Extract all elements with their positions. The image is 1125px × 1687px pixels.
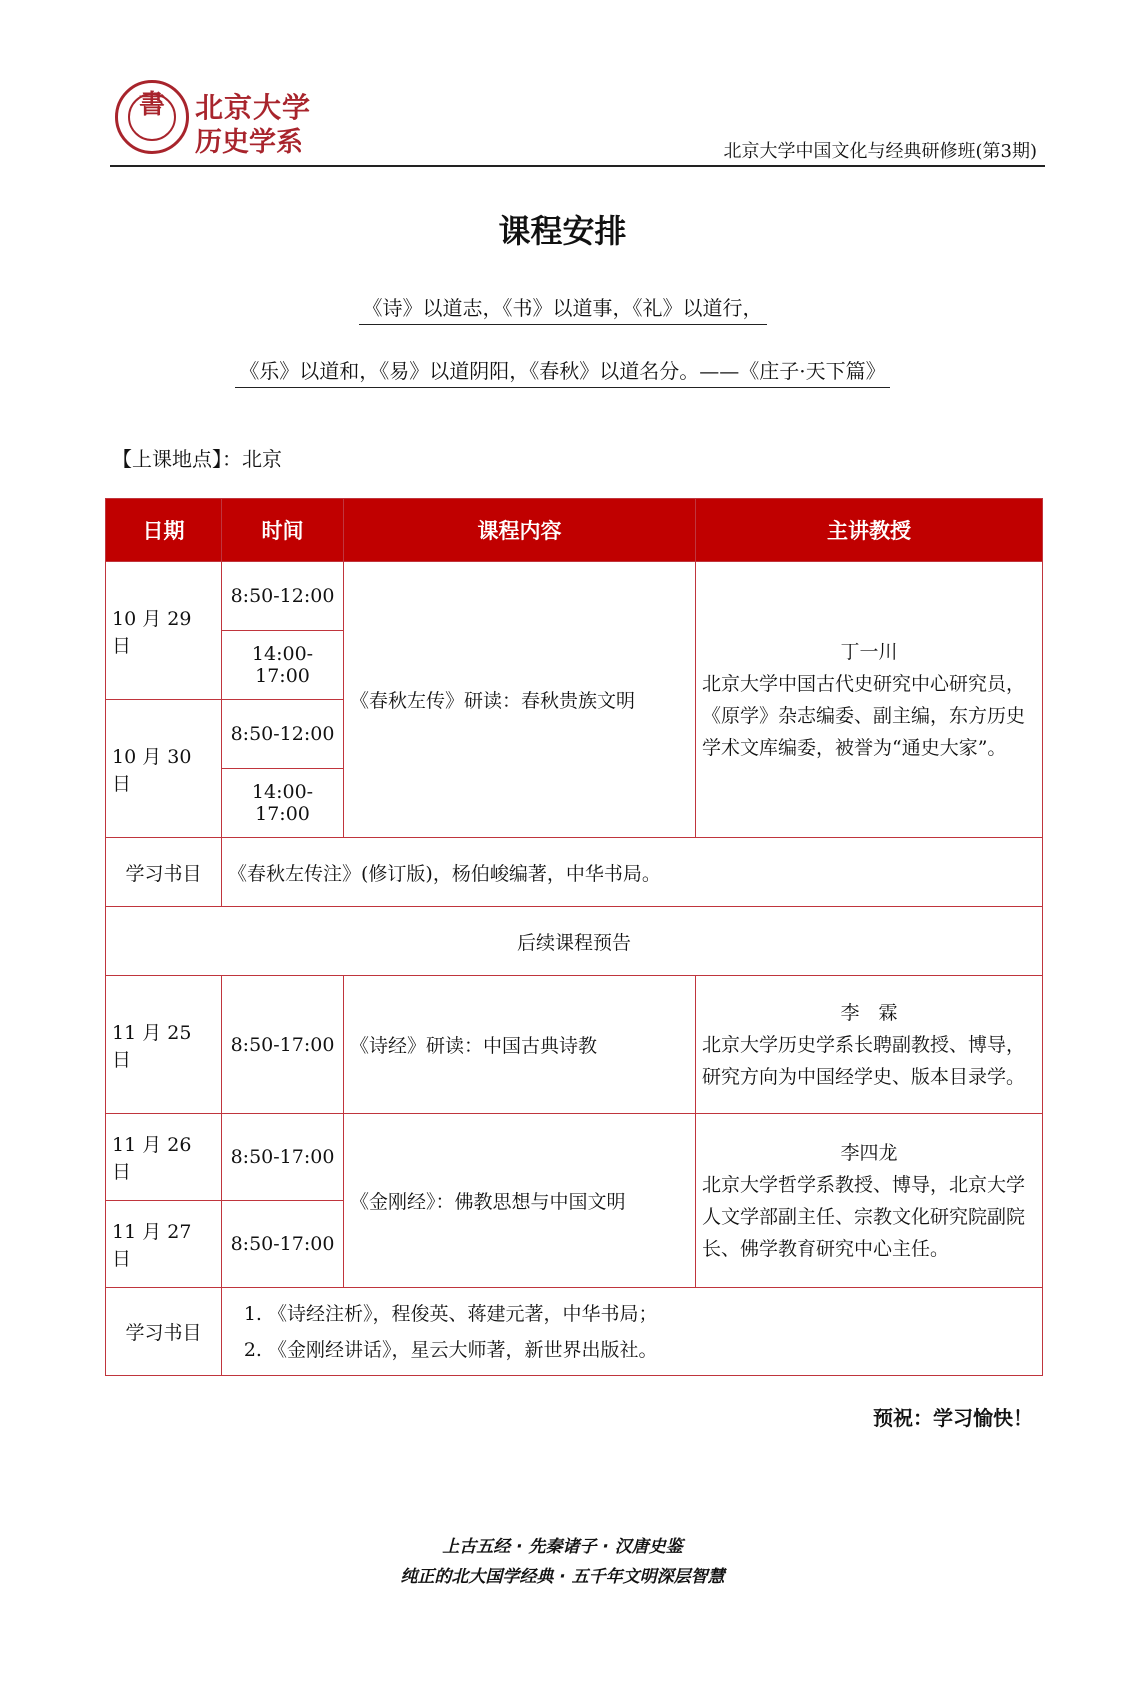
professor-cell [696,1114,1043,1288]
professor-bio: 北京大学中国古代史研究中心研究员，《原学》杂志编委、副主编，东方历史学术文库编委，被誉为“通史大家”。 [702,672,1026,759]
professor-bio: 北京大学哲学系教授、博导，北京大学人文学部副主任、宗教文化研究院副院长、佛学教育研究中心主任。 [702,1173,1026,1260]
time-cell: 8:50-17:00 [222,1114,344,1201]
books-label: 学习书目 [106,838,222,907]
professor-name: 李 霖 [840,1001,898,1024]
list-item: 2. 《金刚经讲话》，星云大师著，新世界出版社。 [268,1332,1036,1368]
time-cell: 8:50-12:00 [222,700,344,769]
table-row [106,976,1043,1114]
header-time: 时间 [222,499,344,562]
preview-heading: 后续课程预告 [106,907,1043,976]
books-label: 学习书目 [106,1288,222,1376]
page-title: 课程安排 [498,212,627,250]
books-list [228,1296,1036,1368]
professor-cell [696,976,1043,1114]
footer-line-1: 上古五经 · 先秦诸子 · 汉唐史鉴 [442,1537,683,1557]
quote-line-2-text: 《乐》以道和，《易》以道阴阳，《春秋》以道名分。——《庄子·天下篇》 [235,359,889,388]
date-cell: 10 月 30 日 [106,700,222,838]
closing-wish: 预祝：学习愉快！ [873,1406,1033,1430]
header-professor: 主讲教授 [696,499,1043,562]
table-header-row [106,499,1043,562]
table-row [106,907,1043,976]
header-course: 课程内容 [344,499,696,562]
header-date: 日期 [106,499,222,562]
quote-line-2 [0,355,1125,384]
seal-glyph: 書 [138,90,165,120]
professor-bio: 北京大学历史学系长聘副教授、博导，研究方向为中国经学史、版本目录学。 [702,1033,1026,1088]
date-cell: 10 月 29 日 [106,562,222,700]
course-cell: 《春秋左传》研读：春秋贵族文明 [344,562,696,838]
professor-name: 李四龙 [840,1141,898,1164]
time-cell: 8:50-12:00 [222,562,344,631]
schedule-table [105,498,1043,1376]
table-row [106,1288,1043,1376]
books-cell [222,1288,1043,1376]
quote-line-1-text: 《诗》以道志，《书》以道事，《礼》以道行， [359,296,767,325]
professor-cell [696,562,1043,838]
header-divider [110,165,1045,167]
quote-line-1 [0,292,1125,321]
time-cell: 8:50-17:00 [222,976,344,1114]
list-item: 1. 《诗经注析》，程俊英、蒋建元著，中华书局； [268,1296,1036,1332]
table-row [106,1114,1043,1201]
department-seal-logo [115,80,189,154]
program-name: 北京大学中国文化与经典研修班(第3期) [723,141,1037,162]
class-location: 【上课地点】：北京 [112,447,282,471]
footer-line-2: 纯正的北大国学经典 · 五千年文明深层智慧 [400,1567,725,1587]
date-cell: 11 月 27 日 [106,1201,222,1288]
table-row [106,838,1043,907]
date-cell: 11 月 26 日 [106,1114,222,1201]
books-cell: 《春秋左传注》(修订版)，杨伯峻编著，中华书局。 [222,838,1043,907]
time-cell: 8:50-17:00 [222,1201,344,1288]
course-cell: 《诗经》研读：中国古典诗教 [344,976,696,1114]
date-cell: 11 月 25 日 [106,976,222,1114]
time-cell: 14:00-17:00 [222,769,344,838]
department-name-line2: 历史学系 [195,127,303,158]
table-row [106,562,1043,631]
professor-name: 丁一川 [840,640,898,663]
course-cell: 《金刚经》：佛教思想与中国文明 [344,1114,696,1288]
time-cell: 14:00-17:00 [222,631,344,700]
department-name-line1: 北京大学 [195,91,312,124]
